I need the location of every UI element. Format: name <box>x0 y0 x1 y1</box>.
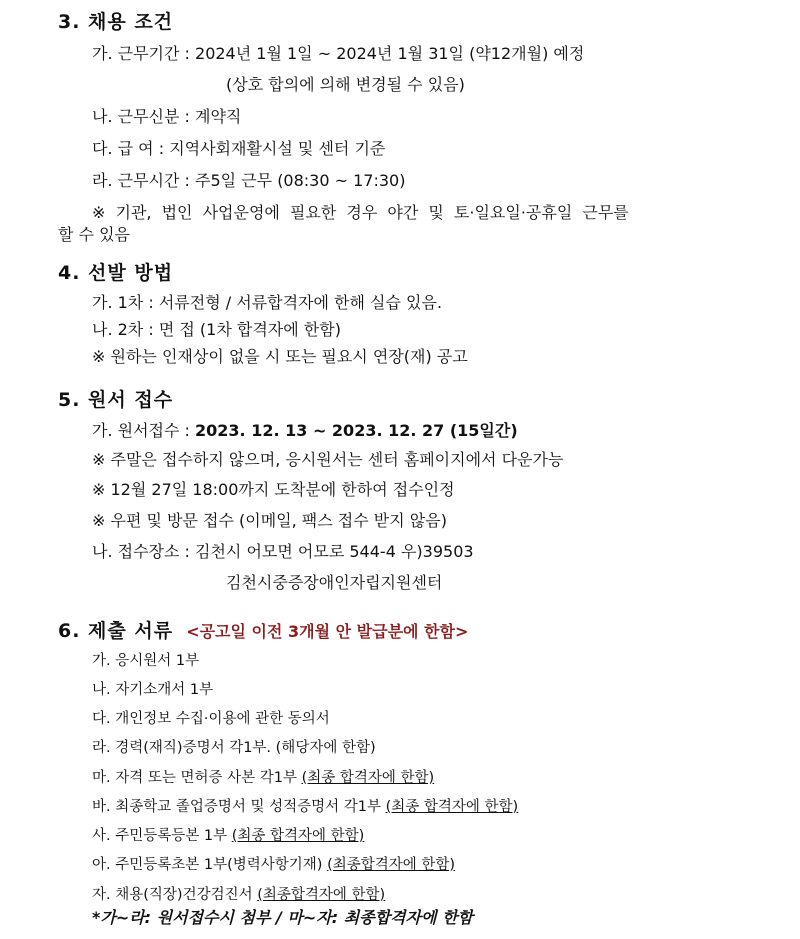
document-item-condition: (최종 합격자에 한함) <box>301 770 435 786</box>
work-period: 가. 근무기간 : 2024년 1월 1일 ~ 2024년 1월 31일 (약12개월) 예정 <box>92 44 585 63</box>
weekend-note: ※ 주말은 접수하지 않으며, 응시원서는 센터 홈페이지에서 다운가능 <box>92 450 564 469</box>
document-item-text: 가. 응시원서 1부 <box>92 653 200 669</box>
document-item-text: 아. 주민등록초본 1부(병력사항기재) <box>92 857 328 873</box>
section-5-heading: 5. 원서 접수 <box>58 389 174 411</box>
section-6-header <box>58 619 468 643</box>
document-item <box>92 651 199 671</box>
document-item <box>92 680 213 700</box>
document-item <box>92 768 434 788</box>
overtime-note: ※ 기관, 법인 사업운영에 필요한 경우 야간 및 토·일요일·공휴일 근무를 <box>92 203 629 222</box>
issue-date-highlight: <공고일 이전 3개월 안 발급분에 한함> <box>186 622 469 641</box>
document-item-text: 바. 최종학교 졸업증명서 및 성적증명서 각1부 <box>92 799 386 815</box>
document-footnote: *가~라: 원서접수시 첨부 / 마~자: 최종합격자에 한함 <box>92 908 473 927</box>
submission-method-note: ※ 우편 및 방문 접수 (이메일, 팩스 접수 받지 않음) <box>92 511 447 530</box>
application-period-value: 2023. 12. 13 ~ 2023. 12. 27 (15일간) <box>195 421 518 440</box>
document-item <box>92 885 385 905</box>
document-item <box>92 709 330 729</box>
document-item <box>92 797 518 817</box>
employment-status: 나. 근무신분 : 계약직 <box>92 107 242 126</box>
document-item <box>92 826 364 846</box>
overtime-note-cont: 할 수 있음 <box>58 225 130 244</box>
section-6-heading: 6. 제출 서류 <box>58 620 174 642</box>
document-item-text: 라. 경력(재직)증명서 각1부. (해당자에 한함) <box>92 740 376 756</box>
application-period <box>92 421 518 441</box>
selection-note: ※ 원하는 인재상이 없을 시 또는 필요시 연장(재) 공고 <box>92 347 468 366</box>
document-item <box>92 855 455 875</box>
document-item-text: 자. 채용(직장)건강검진서 <box>92 887 258 903</box>
work-period-note: (상호 합의에 의해 변경될 수 있음) <box>226 75 465 94</box>
selection-round-1: 가. 1차 : 서류전형 / 서류합격자에 한해 실습 있음. <box>92 293 443 312</box>
document-item <box>92 738 376 758</box>
document-item-text: 다. 개인정보 수집·이용에 관한 동의서 <box>92 711 330 727</box>
section-4-heading: 4. 선발 방법 <box>58 262 174 284</box>
deadline-note: ※ 12월 27일 18:00까지 도착분에 한하여 접수인정 <box>92 480 455 499</box>
document-item-condition: (최종합격자에 한함) <box>327 857 456 873</box>
application-period-label: 가. 원서접수 : <box>92 421 196 440</box>
document-item-text: 나. 자기소개서 1부 <box>92 682 214 698</box>
submission-location: 나. 접수장소 : 김천시 어모면 어모로 544-4 우)39503 <box>92 542 474 561</box>
submission-location-org: 김천시중증장애인자립지원센터 <box>226 573 443 592</box>
salary: 다. 급 여 : 지역사회재활시설 및 센터 기준 <box>92 139 386 158</box>
document-item-condition: (최종 합격자에 한함) <box>385 799 519 815</box>
selection-round-2: 나. 2차 : 면 접 (1차 합격자에 한함) <box>92 320 341 339</box>
section-3-heading: 3. 채용 조건 <box>58 11 174 33</box>
document-item-text: 마. 자격 또는 면허증 사본 각1부 <box>92 770 302 786</box>
document-item-condition: (최종합격자에 한함) <box>257 887 386 903</box>
document-item-text: 사. 주민등록등본 1부 <box>92 828 232 844</box>
work-hours: 라. 근무시간 : 주5일 근무 (08:30 ~ 17:30) <box>92 171 406 190</box>
document-item-condition: (최종 합격자에 한함) <box>231 828 365 844</box>
